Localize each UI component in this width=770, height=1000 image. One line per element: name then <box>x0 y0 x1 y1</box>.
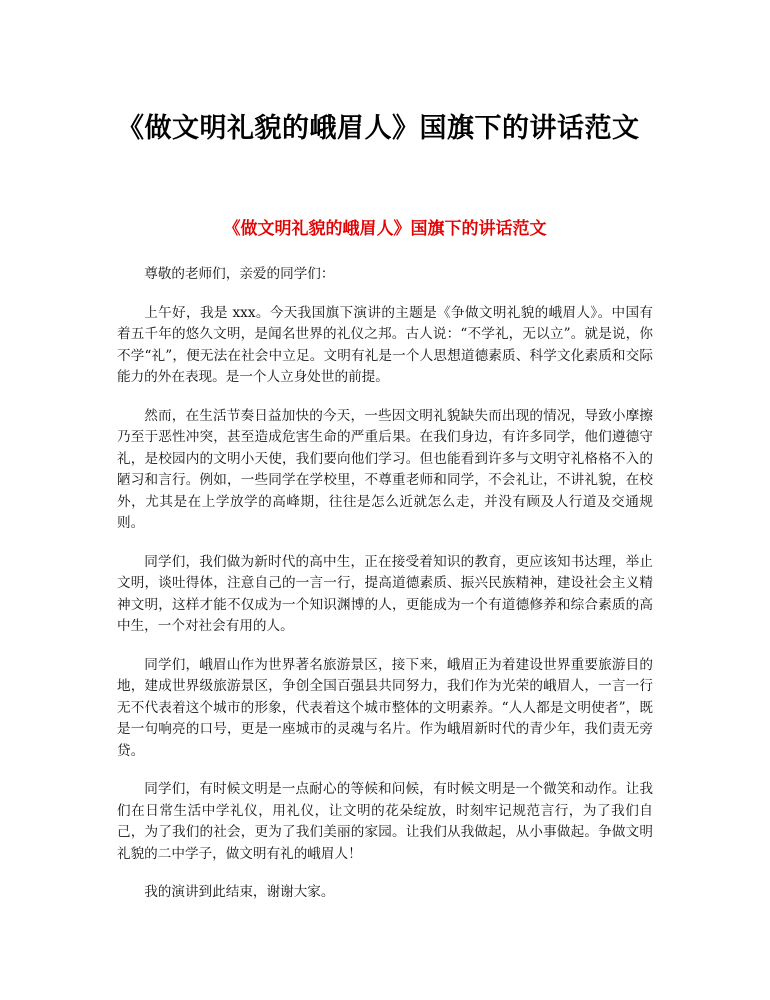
document-body <box>117 264 653 921</box>
document-title: 《做文明礼貌的峨眉人》国旗下的讲话范文 <box>117 113 640 144</box>
body-paragraph: 然而，在生活节奏日益加快的今天，一些因文明礼貌缺失而出现的情况，导致小摩擦乃至于恶性冲突，甚至造成危害生命的严重后果。在我们身边，有许多同学，他们遵德守礼，是校园内的文明小天使，我们要向他们学习。但也能看到许多与文明守礼格格不入的陋习和言行。例如，一些同学在学校里，不尊重老师和同学，不会礼让，不讲礼貌，在校外，尤其是在上学放学的高峰期，往往是怎么近就怎么走，并没有顾及人行道及交通规则。 <box>117 407 653 531</box>
body-paragraph: 上午好，我是 xxx。今天我国旗下演讲的主题是《争做文明礼貌的峨眉人》。中国有着五千年的悠久文明，是闻名世界的礼仪之邦。古人说：“不学礼，无以立”。就是说，你不学“礼”，便无法在社会中立足。文明有礼是一个人思想道德素质、科学文化素质和交际能力的外在表现。是一个人立身处世的前提。 <box>117 304 653 385</box>
body-paragraph: 同学们，我们做为新时代的高中生，正在接受着知识的教育，更应该知书达理，举止文明，谈吐得体，注意自己的一言一行，提高道德素质、振兴民族精神，建设社会主义精神文明，这样才能不仅成为一个知识渊博的人，更能成为一个有道德修养和综合素质的高中生，一个对社会有用的人。 <box>117 553 653 634</box>
body-paragraph: 同学们，有时候文明是一点耐心的等候和问候，有时候文明是一个微笑和动作。让我们在日常生活中学礼仪，用礼仪，让文明的花朵绽放，时刻牢记规范言行，为了我们自己，为了我们的社会，更为了我们美丽的家园。让我们从我做起，从小事做起。争做文明礼貌的二中学子，做文明有礼的峨眉人！ <box>117 781 653 862</box>
closing-paragraph: 我的演讲到此结束，谢谢大家。 <box>144 884 335 900</box>
body-paragraph: 同学们，峨眉山作为世界著名旅游景区，接下来，峨眉正为着建设世界重要旅游目的地，建成世界级旅游景区，争创全国百强县共同努力，我们作为光荣的峨眉人，一言一行无不代表着这个城市的形象，代表着这个城市整体的文明素养。“人人都是文明使者”，既是一句响亮的口号，更是一座城市的灵魂与名片。作为峨眉新时代的青少年，我们责无旁贷。 <box>117 656 653 759</box>
salutation-paragraph: 尊敬的老师们，亲爱的同学们： <box>144 266 335 282</box>
document-subtitle: 《做文明礼貌的峨眉人》国旗下的讲话范文 <box>223 219 547 239</box>
